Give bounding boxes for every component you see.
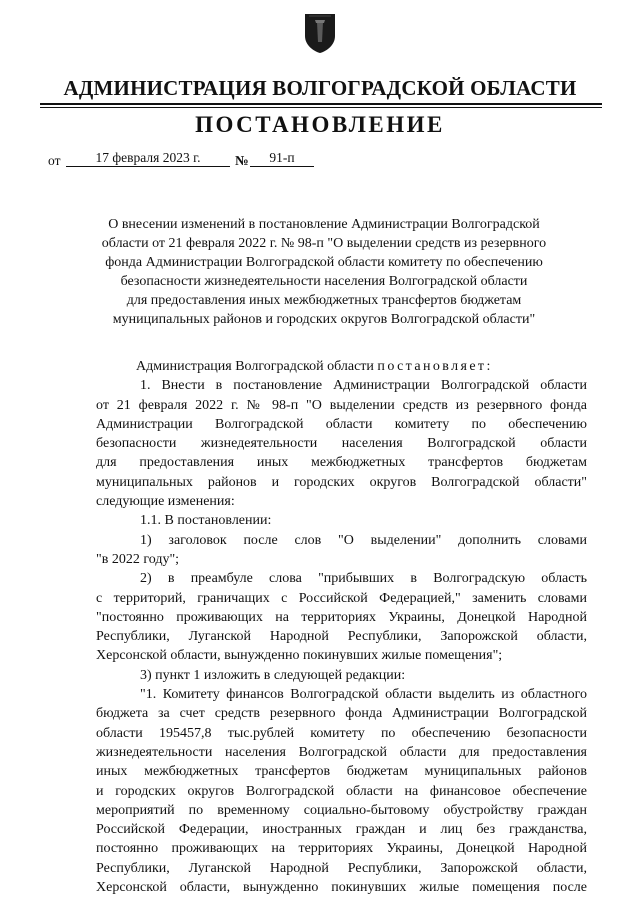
body-line: муниципальных районов и городских округов Волгоградской области": [96, 474, 587, 490]
organization-title: АДМИНИСТРАЦИЯ ВОЛГОГРАДСКОЙ ОБЛАСТИ: [63, 76, 577, 100]
date-prefix-label: от: [48, 153, 61, 168]
body-line: для предоставления иных межбюджетных трансфертов бюджетам: [96, 455, 587, 471]
document-subject: [80, 215, 568, 329]
intro-text: Администрация Волгоградской области: [136, 359, 374, 374]
body-line: 1) заголовок после слов "О выделении" дополнить словами: [140, 532, 587, 548]
body-line: от 21 февраля 2022 г. № 98-п "О выделении средств из резервного фонда: [96, 397, 587, 413]
body-line: Херсонской области, вынужденно покинувших жилые помещения";: [96, 648, 503, 664]
body-line: 2) в преамбуле слова "прибывших в Волгоградскую область: [140, 571, 587, 587]
subject-line: муниципальных районов и городских округов Волгоградской области": [112, 312, 536, 327]
document-date: 17 февраля 2023 г.: [66, 150, 230, 167]
number-prefix-label: №: [235, 153, 249, 168]
body-line: области 195457,8 тыс.рублей комитету по обеспечению безопасности: [96, 725, 587, 741]
subject-line: О внесении изменений в постановление Администрации Волгоградской: [108, 217, 540, 232]
body-line: 3) пункт 1 изложить в следующей редакции:: [140, 667, 406, 683]
body-intro: [96, 357, 587, 376]
body-line: иных межбюджетных трансфертов бюджетам муниципальных районов: [96, 764, 587, 780]
document-body: [96, 357, 587, 897]
document-number: 91-п: [250, 150, 314, 167]
body-line: мероприятий по временному социально-бытовому обустройству граждан: [96, 802, 587, 818]
body-line: Республики, Луганской Народной Республики, Запорожской области,: [96, 629, 587, 645]
subject-line: безопасности жизнедеятельности населения Волгоградской области: [120, 274, 528, 289]
body-line: жизнедеятельности населения Волгоградской области для предоставления: [96, 744, 587, 760]
body-line: безопасности жизнедеятельности населения Волгоградской области: [96, 436, 587, 452]
body-line: Республики, Луганской Народной Республики, Запорожской области,: [96, 860, 587, 876]
subject-line: области от 21 февраля 2022 г. № 98-п "О выделении средств из резервного: [101, 236, 547, 251]
body-line: "1. Комитету финансов Волгоградской области выделить из областного: [140, 687, 587, 703]
header-rule-thin: [40, 107, 602, 108]
body-line: следующие изменения:: [96, 494, 235, 510]
subject-line: фонда Администрации Волгоградской области комитету по обеспечению: [105, 255, 543, 270]
body-line: Администрации Волгоградской области комитету по обеспечению: [96, 416, 587, 432]
coat-of-arms-icon: [303, 12, 337, 54]
body-line: 1.1. В постановлении:: [140, 513, 272, 529]
body-line: с территорий, граничащих с Российской Федерацией," заменить словами: [96, 590, 587, 606]
body-line: бюджета за счет средств резервного фонда Администрации Волгоградской: [96, 706, 587, 722]
body-line: постоянно проживающих на территориях Украины, Донецкой Народной: [96, 841, 587, 857]
header-rule-thick: [40, 103, 602, 105]
body-line: Российской Федерации, иностранных граждан и лиц без гражданства,: [96, 822, 587, 838]
body-line: 1. Внести в постановление Администрации Волгоградской области: [140, 378, 587, 394]
document-type-title: ПОСТАНОВЛЕНИЕ: [195, 112, 445, 137]
intro-verb: постановляет:: [377, 359, 493, 374]
subject-line: для предоставления иных межбюджетных трансфертов бюджетам: [126, 293, 522, 308]
body-line: Херсонской области, вынужденно покинувших жилые помещения после: [96, 880, 587, 896]
body-line: "постоянно проживающих на территориях Украины, Донецкой Народной: [96, 609, 587, 625]
body-line: и городских округов Волгоградской области на финансовое обеспечение: [96, 783, 587, 799]
body-line: "в 2022 году";: [96, 551, 180, 567]
